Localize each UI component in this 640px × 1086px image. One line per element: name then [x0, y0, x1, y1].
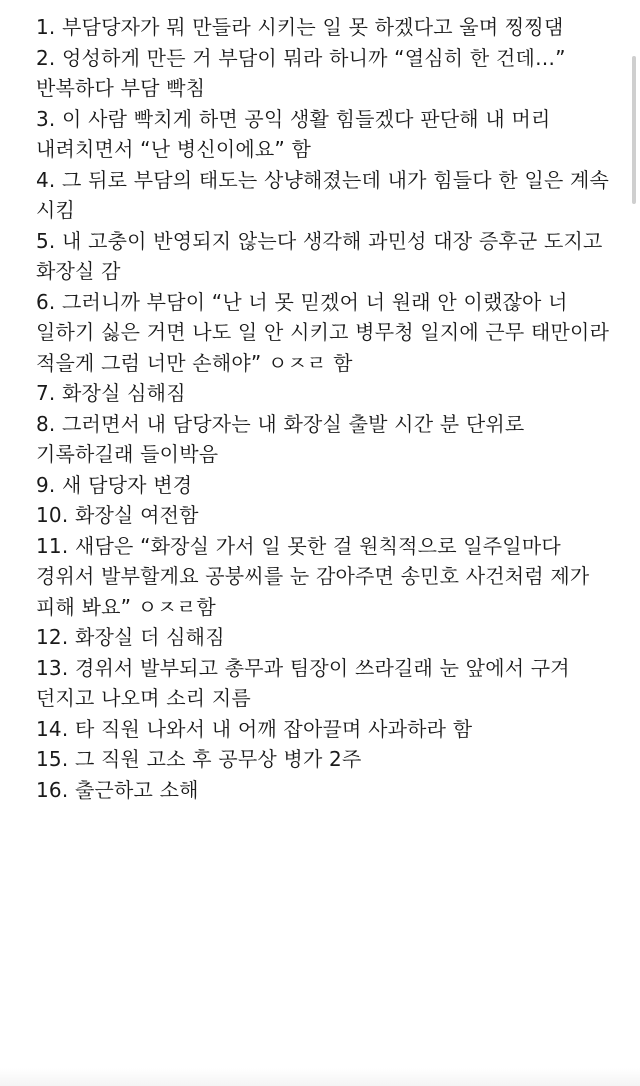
list-item: 11. 새담은 “화장실 가서 일 못한 걸 원칙적으로 일주일마다 경위서 발부할게요 공붕씨를 눈 감아주면 송민호 사건처럼 제가 피해 봐요” ㅇㅈㄹ함 — [36, 533, 590, 619]
list-item: 10. 화장실 여전함 — [36, 503, 199, 527]
list-item: 15. 그 직원 고소 후 공무상 병가 2주 — [36, 747, 362, 771]
list-item: 9. 새 담당자 변경 — [36, 472, 193, 497]
list-item: 16. 출근하고 소해 — [36, 777, 199, 802]
list-item: 2. 엉성하게 만든 거 부담이 뭐라 하니까 “열심히 한 건데…” 반복하다 부담 빡침 — [36, 45, 566, 100]
bottom-edge — [0, 1068, 640, 1086]
list-item: 7. 화장실 심해짐 — [36, 381, 186, 405]
list-item: 13. 경위서 발부되고 총무과 팀장이 쓰라길래 눈 앞에서 구겨 던지고 나오며 소리 지름 — [36, 655, 570, 710]
post-body — [36, 12, 616, 805]
list-item: 8. 그러면서 내 담당자는 내 화장실 출발 시간 분 단위로 기록하길래 들이박음 — [36, 411, 525, 466]
scrollbar-thumb[interactable] — [632, 56, 636, 204]
list-item: 1. 부담당자가 뭐 만들라 시키는 일 못 하겠다고 울며 찡찡댐 — [36, 15, 564, 39]
list-item: 4. 그 뒤로 부담의 태도는 상냥해졌는데 내가 힘들다 한 일은 계속 시킴 — [36, 167, 610, 222]
list-item: 3. 이 사람 빡치게 하면 공익 생활 힘들겠다 판단해 내 머리 내려치면서 “난 병신이에요” 함 — [36, 106, 551, 161]
list-item: 12. 화장실 더 심해짐 — [36, 625, 225, 649]
list-item: 6. 그러니까 부담이 “난 너 못 믿겠어 너 원래 안 이랬잖아 너 일하기 싫은 거면 나도 일 안 시키고 병무청 일지에 근무 태만이라 적을게 그럼 너만 손해야” ㅇㅈㄹ 함 — [36, 289, 610, 375]
list-item: 5. 내 고충이 반영되지 않는다 생각해 과민성 대장 증후군 도지고 화장실 감 — [36, 228, 603, 283]
list-item: 14. 타 직원 나와서 내 어깨 잡아끌며 사과하라 함 — [36, 716, 473, 741]
